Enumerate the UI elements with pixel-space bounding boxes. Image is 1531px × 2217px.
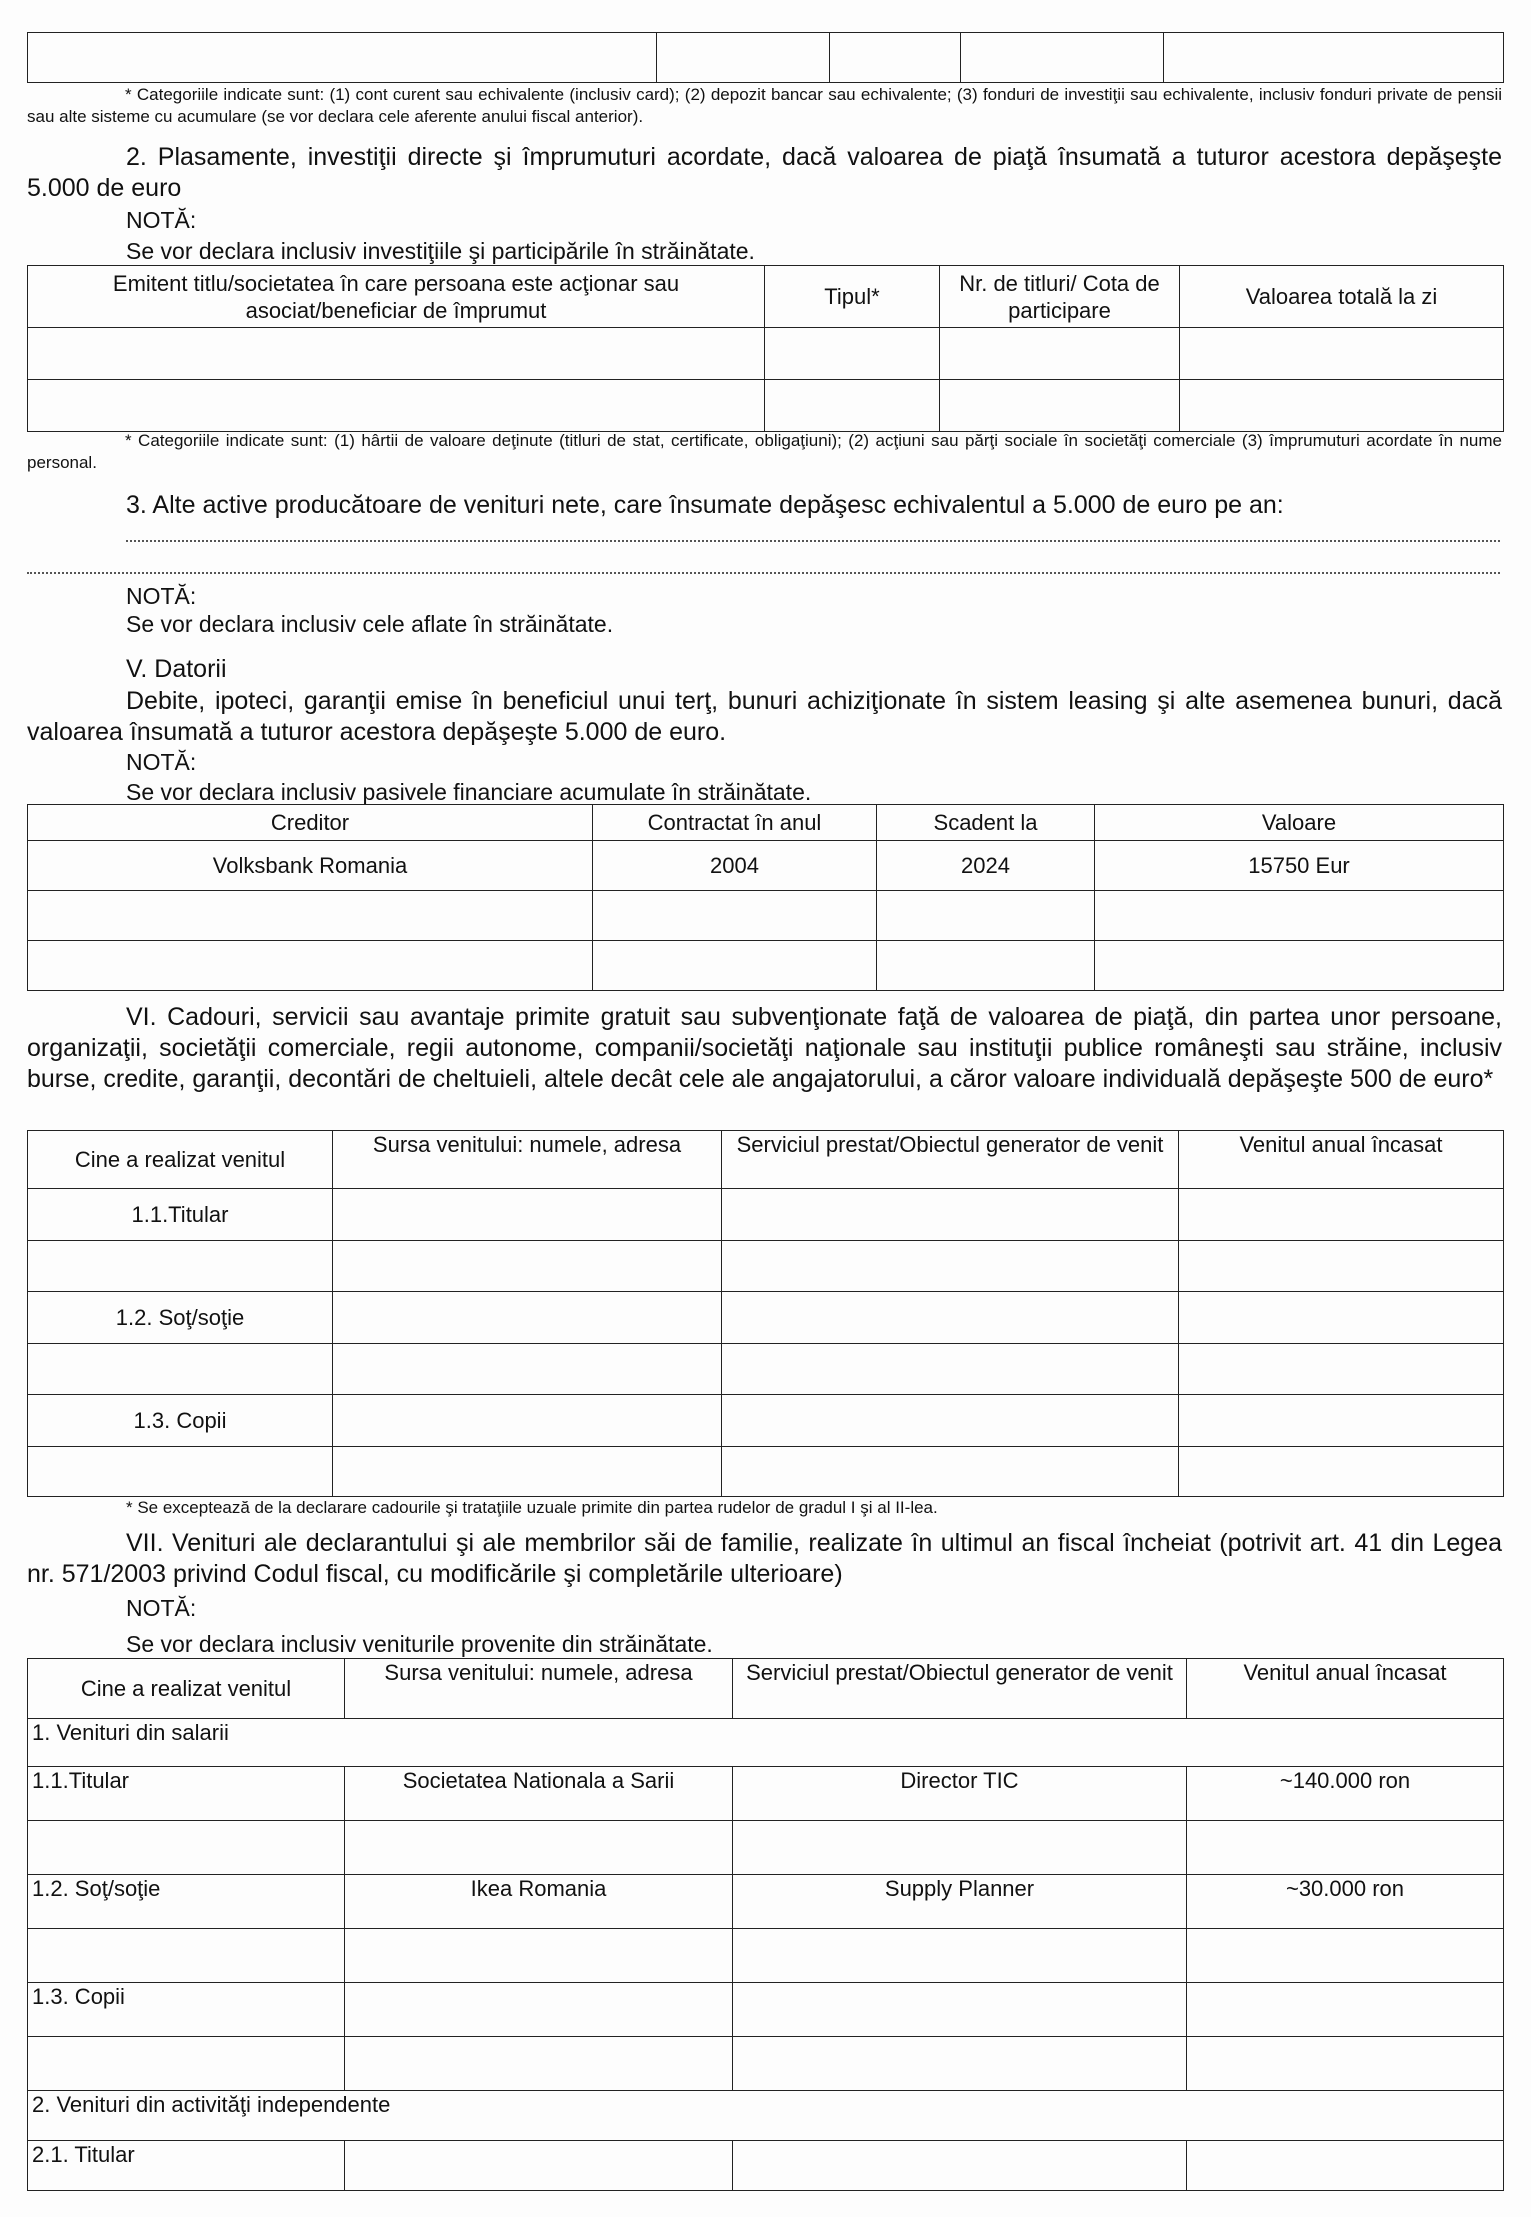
col-header-who: Cine a realizat venitul	[28, 1131, 333, 1189]
section-income-text: VII. Venituri ale declarantului şi ale membrilor săi de familie, realizate în ultimul an fiscal încheiat (potrivit art. 41 din Legea nr. 571/2003 privind Codul fiscal, cu modificările şi completările ulterioare)	[27, 1529, 1502, 1588]
footnote-accounts: * Categoriile indicate sunt: (1) cont curent sau echivalente (inclusiv card); (2) depozit bancar sau echivalente; (3) fonduri de investiţii sau echivalente, inclusiv fonduri private de pensii sau alte sisteme cu acumulare (se vor declara cele aferente anului fiscal anterior).	[27, 85, 1502, 126]
col-header-annual-income: Venitul anual încasat	[1187, 1659, 1504, 1719]
col-header-total-value: Valoarea totală la zi	[1180, 266, 1504, 328]
income-table	[27, 1658, 1504, 2191]
table-row	[28, 891, 1504, 941]
dotted-line	[27, 572, 1500, 574]
col-header-source: Sursa venitului: numele, adresa	[333, 1131, 722, 1189]
table-row: 1.1.Titular Societatea Nationala a Sarii Director TIC ~140.000 ron	[28, 1767, 1504, 1821]
table-row: 2.1. Titular	[28, 2141, 1504, 2191]
debts-table	[27, 804, 1504, 991]
col-header-contracted-year: Contractat în anul	[593, 805, 877, 841]
table-row: Volksbank Romania 2004 2024 15750 Eur	[28, 841, 1504, 891]
nota-text: Se vor declara inclusiv pasivele financiare acumulate în străinătate.	[126, 779, 812, 805]
section-gifts-text: VI. Cadouri, servicii sau avantaje primite gratuit sau subvenţionate faţă de valoarea de piaţă, din partea unor persoane, organizaţii, societăţii comerciale, regii autonome, companii/societăţi naţionale sau instituţii publice româneşti sau străine, inclusiv burse, credite, garanţii, decontări de cheltuieli, altele decât cele ale angajatorului, a căror valoare individuală depăşeşte 500 de euro*	[27, 1003, 1502, 1093]
table-row	[28, 1344, 1504, 1395]
section-other-assets-heading: 3. Alte active producătoare de venituri nete, care însumate depăşesc echivalentul a 5.000 de euro pe an:	[126, 491, 1284, 519]
assets-table-tail	[27, 32, 1504, 83]
gifts-table	[27, 1130, 1504, 1497]
nota-label: NOTĂ:	[126, 749, 197, 775]
nota-label: NOTĂ:	[126, 583, 197, 609]
table-row	[28, 941, 1504, 991]
nota-text: Se vor declara inclusiv investiţiile şi participările în străinătate.	[126, 238, 755, 264]
nota-text: Se vor declara inclusiv veniturile provenite din străinătate.	[126, 1631, 713, 1657]
table-row	[28, 328, 1504, 380]
nota-text: Se vor declara inclusiv cele aflate în străinătate.	[126, 611, 614, 637]
col-header-value: Valoare	[1095, 805, 1504, 841]
section-debts-text: Debite, ipoteci, garanţii emise în beneficiul unui terţ, bunuri achiziţionate în sistem leasing şi alte asemenea bunuri, dacă valoarea însumată a tuturor acestora depăşeşte 5.000 de euro.	[27, 687, 1502, 746]
col-header-source: Sursa venitului: numele, adresa	[345, 1659, 733, 1719]
table-row	[28, 2037, 1504, 2091]
nota-label: NOTĂ:	[126, 1595, 197, 1621]
col-header-who: Cine a realizat venitul	[28, 1659, 345, 1719]
table-row: 1.2. Soţ/soţie	[28, 1292, 1504, 1344]
table-row	[28, 1821, 1504, 1875]
table-row	[28, 1929, 1504, 1983]
table-row: 1.2. Soţ/soţie Ikea Romania Supply Planner ~30.000 ron	[28, 1875, 1504, 1929]
section-placements-heading: 2. Plasamente, investiţii directe şi împrumuturi acordate, dacă valoarea de piaţă însumată a tuturor acestora depăşeşte 5.000 de euro	[27, 143, 1502, 202]
section-debts-title: V. Datorii	[126, 655, 227, 683]
table-row	[28, 380, 1504, 432]
col-header-service: Serviciul prestat/Obiectul generator de venit	[722, 1131, 1179, 1189]
table-row: 1.1.Titular	[28, 1189, 1504, 1241]
nota-label: NOTĂ:	[126, 207, 197, 233]
col-header-shares: Nr. de titluri/ Cota de participare	[940, 266, 1180, 328]
table-row: 1.3. Copii	[28, 1983, 1504, 2037]
table-row	[28, 1241, 1504, 1292]
footnote-placements: * Categoriile indicate sunt: (1) hârtii de valoare deţinute (titluri de stat, certificate, obligaţiuni); (2) acţiuni sau părţi sociale în societăţi comerciale (3) împrumuturi acordate în nume personal.	[27, 431, 1502, 472]
col-header-annual-income: Venitul anual încasat	[1179, 1131, 1504, 1189]
section-independent: 2. Venituri din activităţi independente	[28, 2091, 1504, 2141]
section-salaries: 1. Venituri din salarii	[28, 1719, 1504, 1767]
footnote-gifts: * Se exceptează de la declarare cadourile şi trataţiile uzuale primite din partea rudelor de gradul I şi al II-lea.	[126, 1498, 938, 1517]
col-header-creditor: Creditor	[28, 805, 593, 841]
col-header-type: Tipul*	[765, 266, 940, 328]
dotted-line	[126, 540, 1500, 542]
table-row	[28, 1447, 1504, 1497]
col-header-service: Serviciul prestat/Obiectul generator de venit	[733, 1659, 1187, 1719]
col-header-due: Scadent la	[877, 805, 1095, 841]
table-row: 1.3. Copii	[28, 1395, 1504, 1447]
placements-table	[27, 265, 1504, 432]
col-header-issuer: Emitent titlu/societatea în care persoana este acţionar sau asociat/beneficiar de împrumut	[28, 266, 765, 328]
